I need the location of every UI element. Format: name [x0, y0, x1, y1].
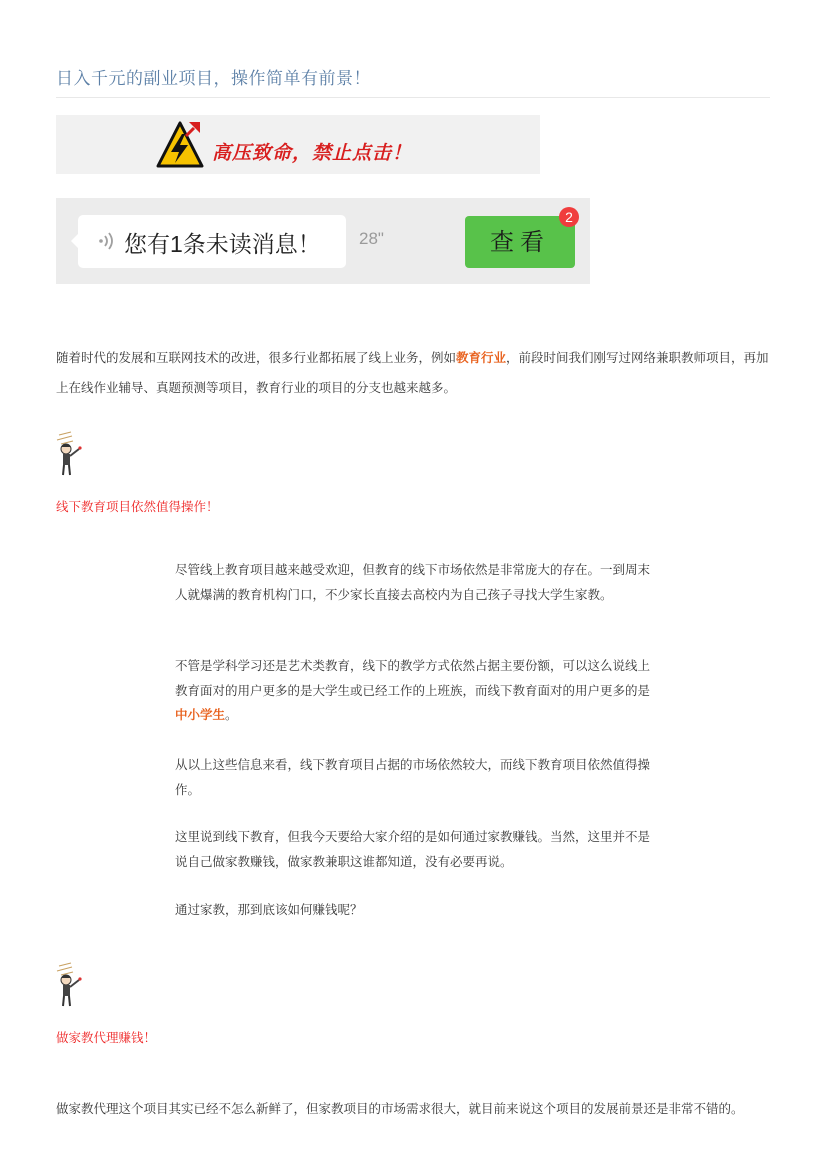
title-divider — [56, 97, 770, 98]
voice-wave-icon — [96, 230, 118, 256]
cartoon-figure-icon — [55, 962, 85, 1008]
message-text: 您有1条未读消息！ — [124, 231, 321, 257]
view-button[interactable]: 查看 — [465, 216, 575, 268]
message-bubble[interactable] — [78, 215, 346, 268]
quote-paragraph-3: 从以上这些信息来看，线下教育项目占据的市场依然较大，而线下教育项目依然值得操作。 — [175, 757, 651, 797]
warning-banner[interactable] — [56, 115, 540, 174]
education-industry-link[interactable]: 教育行业 — [456, 350, 507, 365]
page-title: 日入千元的副业项目，操作简单有前景！ — [56, 69, 371, 89]
intro-text-after: ，前段时间我们刚写过网络兼职教师项目，再加上在线作业辅导、真题预测等项目，教育行业的项目的分支也越来越多。 — [56, 350, 769, 395]
tutor-agency-paragraph: 做家教代理这个项目其实已经不怎么新鲜了，但家教项目的市场需求很大，就目前来说这个项目的发展前景还是非常不错的。 — [56, 1101, 744, 1116]
quote-paragraph-5: 通过家教，那到底该如何赚钱呢？ — [175, 902, 363, 917]
intro-paragraph — [56, 343, 770, 403]
quote-2-text-after: 。 — [225, 707, 238, 722]
cartoon-figure-icon — [55, 431, 85, 477]
unread-message-banner[interactable] — [56, 198, 590, 284]
intro-text-before: 随着时代的发展和互联网技术的改进，很多行业都拓展了线上业务，例如 — [56, 350, 457, 365]
quote-paragraph-4: 这里说到线下教育，但我今天要给大家介绍的是如何通过家教赚钱。当然，这里并不是说自己做家教赚钱，做家教兼职这谁都知道，没有必要再说。 — [175, 829, 651, 869]
section-heading-offline-education: 线下教育项目依然值得操作！ — [56, 499, 219, 514]
quote-paragraph-1: 尽管线上教育项目越来越受欢迎，但教育的线下市场依然是非常庞大的存在。一到周末人就爆满的教育机构门口，不少家长直接去高校内为自己孩子寻找大学生家教。 — [175, 562, 651, 602]
quote-2-text-before: 不管是学科学习还是艺术类教育，线下的教学方式依然占据主要份额，可以这么说线上教育面对的用户更多的是大学生或已经工作的上班族，而线下教育面对的用户更多的是 — [175, 658, 651, 698]
warning-text: 高压致命，禁止点击！ — [212, 142, 413, 164]
unread-badge: 2 — [559, 207, 579, 227]
primary-students-highlight: 中小学生 — [175, 707, 226, 722]
voice-duration: 28" — [359, 229, 384, 248]
high-voltage-warning-icon — [156, 120, 204, 174]
section-heading-tutor-agency: 做家教代理赚钱！ — [56, 1030, 157, 1045]
quote-paragraph-2 — [175, 654, 655, 728]
